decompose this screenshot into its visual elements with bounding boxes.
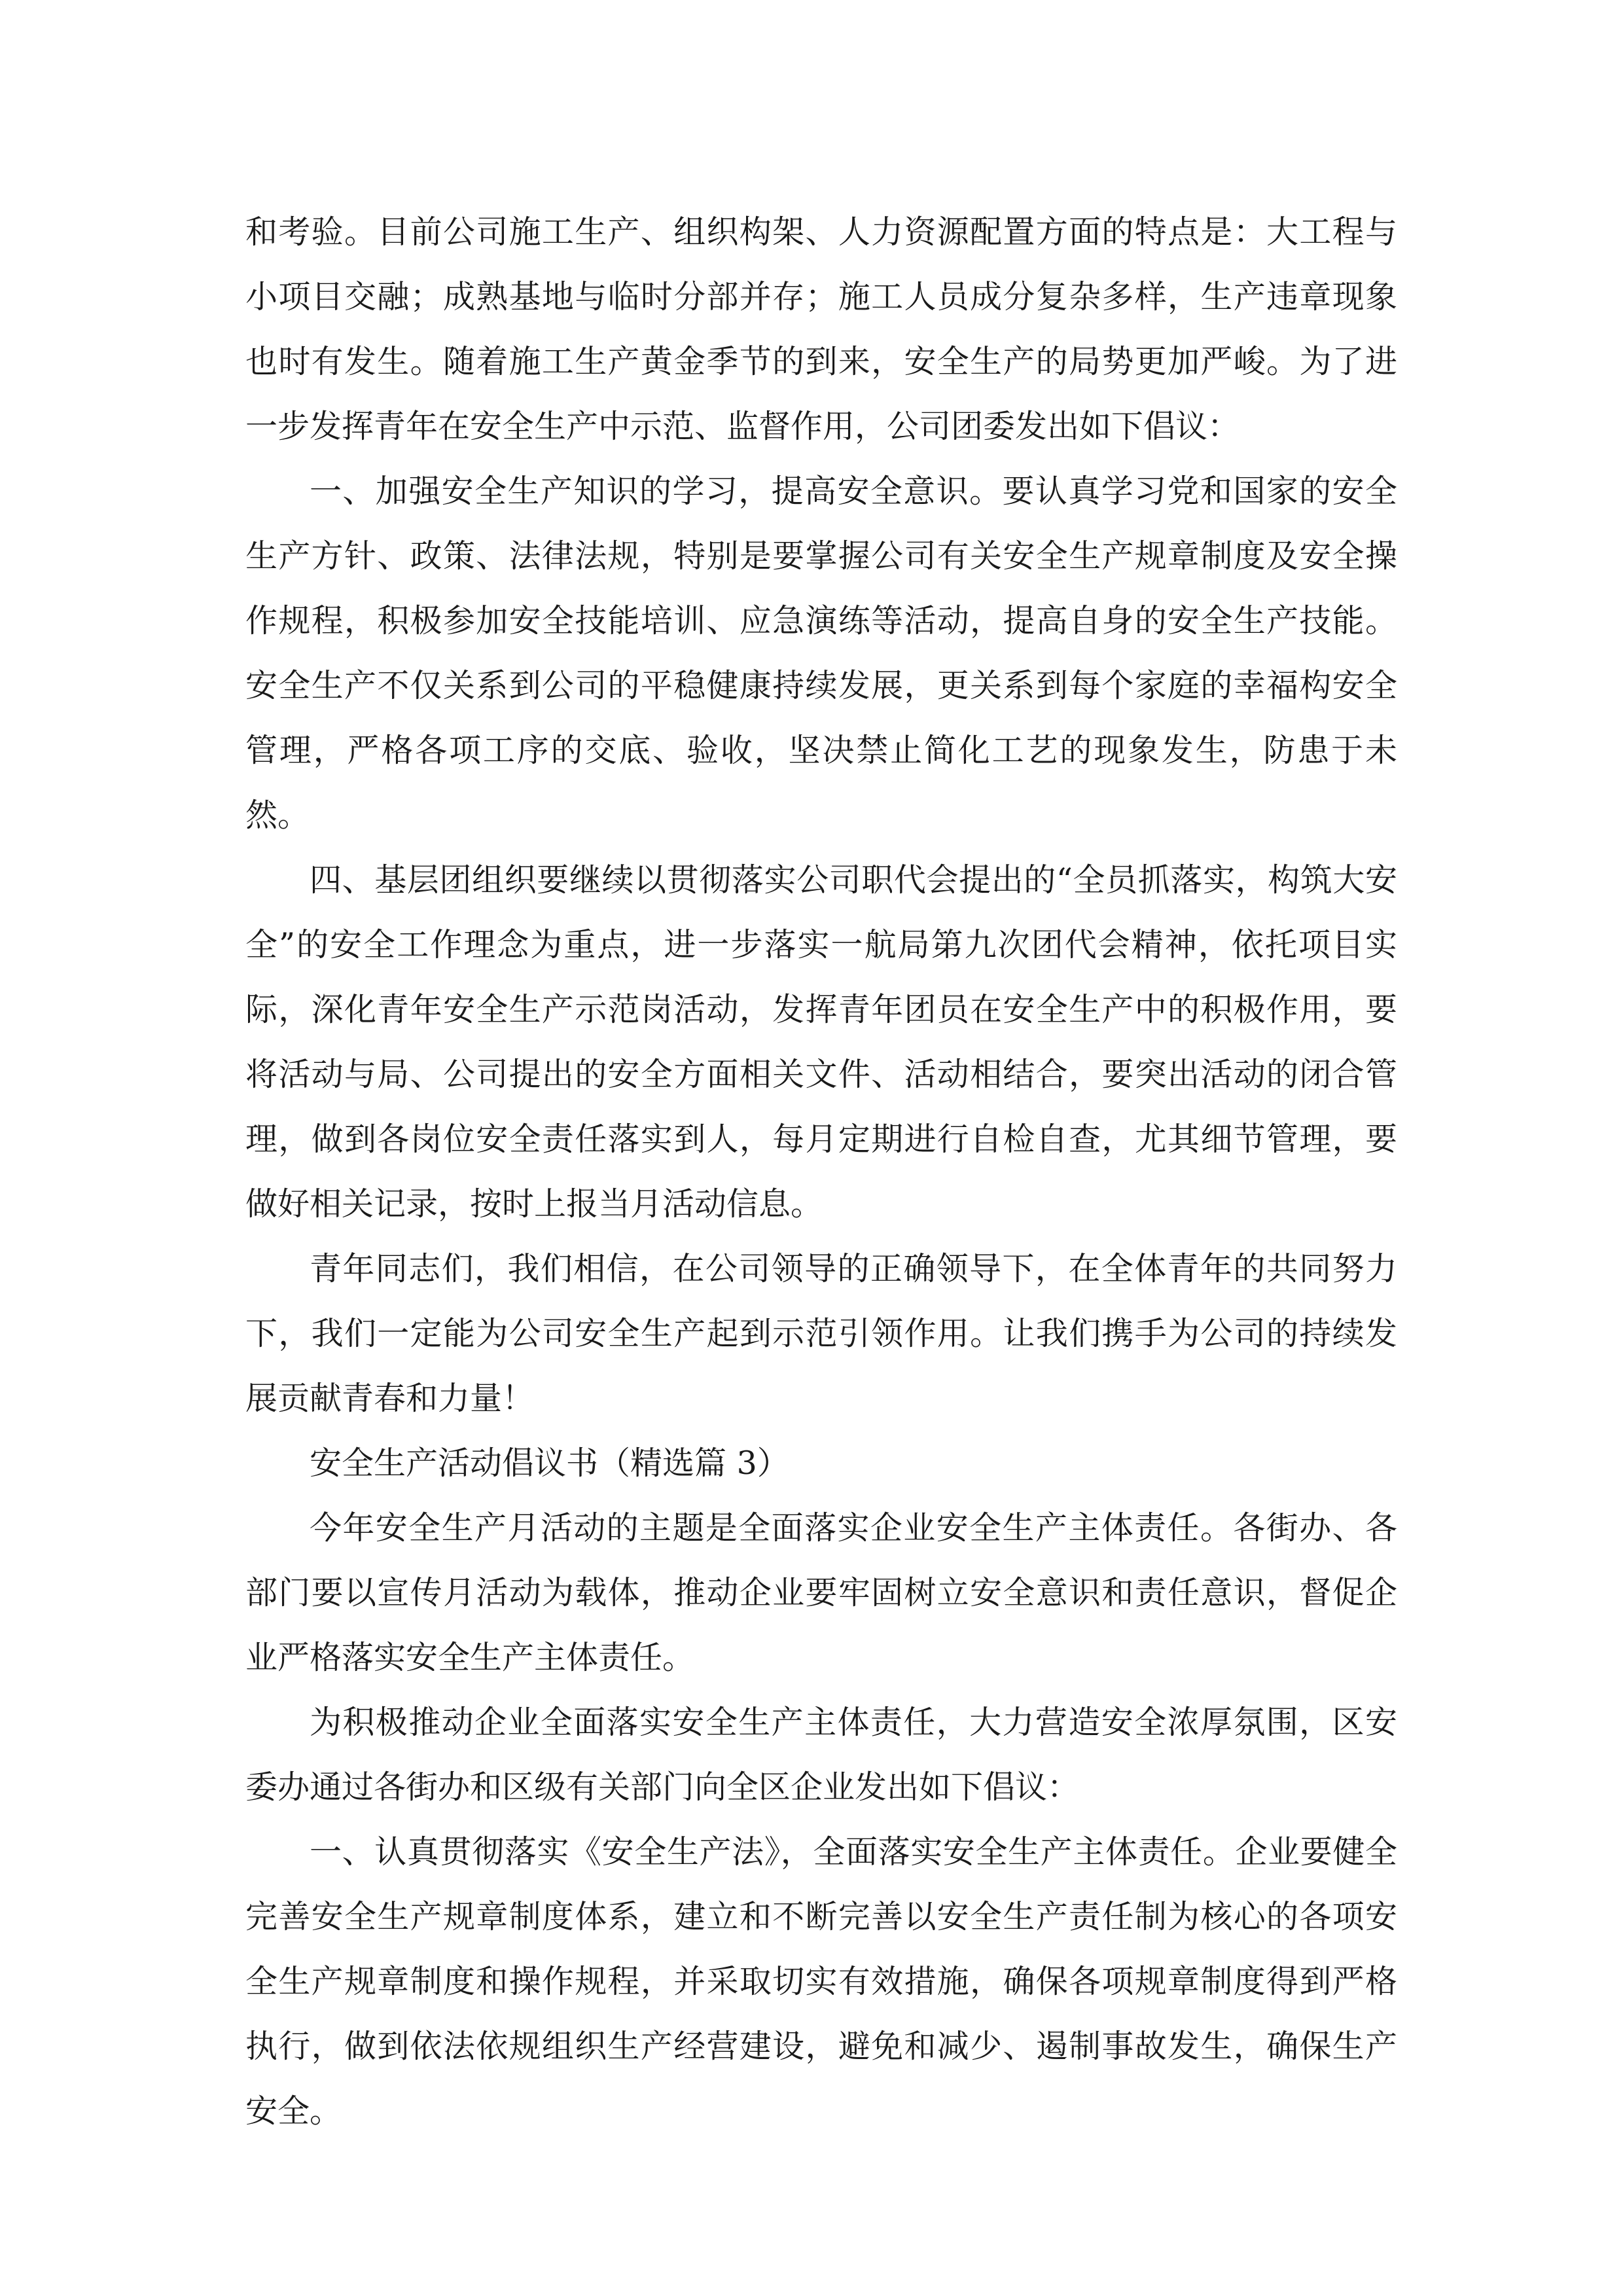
section-title: 安全生产活动倡议书（精选篇 3）	[310, 1444, 789, 1482]
paragraph-item-1: 一、加强安全生产知识的学习，提高安全意识。要认真学习党和国家的安全生产方针、政策、法律法规，特别是要掌握公司有关安全生产规章制度及安全操作规程，积极参加安全技能培训、应急演练等活动，提高自身的安全生产技能。安全生产不仅关系到公司的平稳健康持续发展，更关系到每个家庭的幸福构安全管理，严格各项工序的交底、验收，坚决禁止简化工艺的现象发生，防患于未然。	[245, 473, 1397, 834]
paragraph-intro: 为积极推动企业全面落实安全生产主体责任，大力营造安全浓厚氛围，区安委办通过各街办和区级有关部门向全区企业发出如下倡议：	[245, 1704, 1397, 1806]
paragraph-continuation: 和考验。目前公司施工生产、组织构架、人力资源配置方面的特点是：大工程与小项目交融；成熟基地与临时分部并存；施工人员成分复杂多样，生产违章现象也时有发生。随着施工生产黄金季节的到来，安全生产的局势更加严峻。为了进一步发挥青年在安全生产中示范、监督作用，公司团委发出如下倡议：	[245, 213, 1397, 445]
paragraph-closing: 青年同志们，我们相信，在公司领导的正确领导下，在全体青年的共同努力下，我们一定能为公司安全生产起到示范引领作用。让我们携手为公司的持续发展贡献青春和力量！	[245, 1250, 1397, 1417]
paragraph-section-item-1: 一、认真贯彻落实《安全生产法》，全面落实安全生产主体责任。企业要健全完善安全生产规章制度体系，建立和不断完善以安全生产责任制为核心的各项安全生产规章制度和操作规程，并采取切实有效措施，确保各项规章制度得到严格执行，做到依法依规组织生产经营建设，避免和减少、遏制事故发生，确保生产安全。	[245, 1833, 1397, 2130]
paragraph-item-4: 四、基层团组织要继续以贯彻落实公司职代会提出的“全员抓落实，构筑大安全”的安全工作理念为重点，进一步落实一航局第九次团代会精神，依托项目实际，深化青年安全生产示范岗活动，发挥青年团员在安全生产中的积极作用，要将活动与局、公司提出的安全方面相关文件、活动相结合，要突出活动的闭合管理，做到各岗位安全责任落实到人，每月定期进行自检自查，尤其细节管理，要做好相关记录，按时上报当月活动信息。	[245, 861, 1397, 1223]
document-body	[245, 200, 1397, 2144]
paragraph-theme: 今年安全生产月活动的主题是全面落实企业安全生产主体责任。各街办、各部门要以宣传月活动为载体，推动企业要牢固树立安全意识和责任意识，督促企业严格落实安全生产主体责任。	[245, 1509, 1397, 1676]
